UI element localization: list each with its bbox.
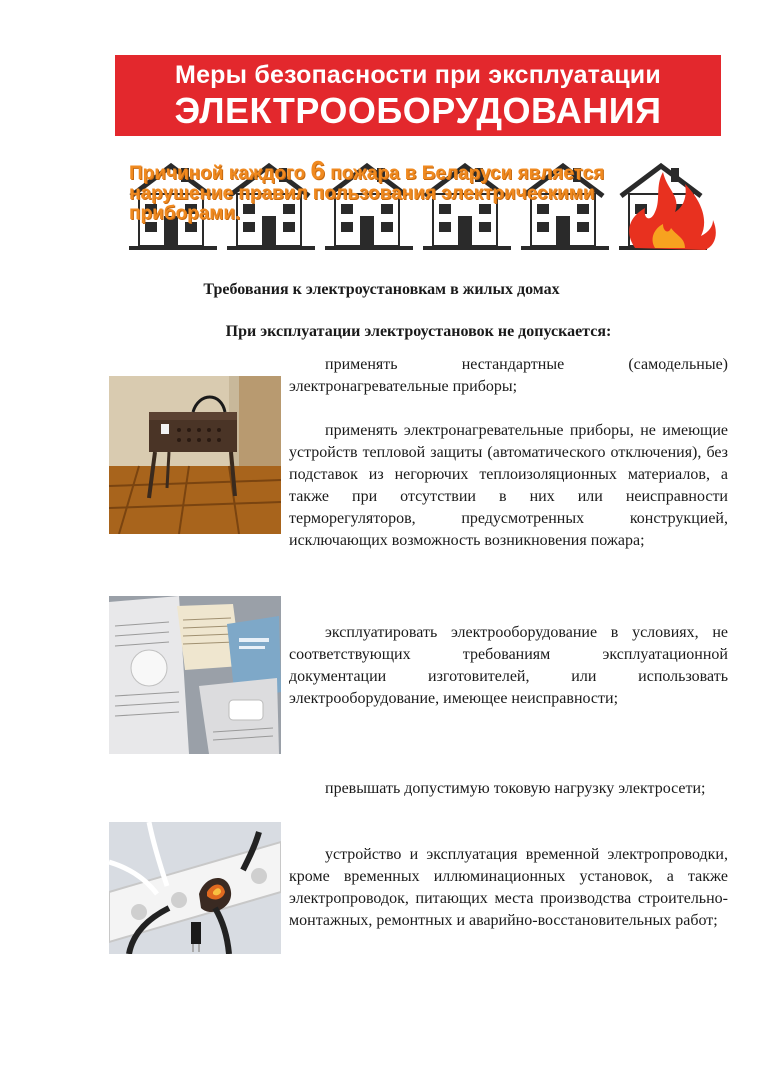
requirement-item [289,622,728,710]
manuals-photo [109,596,281,754]
section-subtitle: При эксплуатации электроустановок не допускается: [225,323,612,340]
statistic-text [129,155,689,224]
banner-line-2: ЭЛЕКТРООБОРУДОВАНИЯ [174,90,662,131]
requirement-item [289,354,728,398]
statistic-number: 6 [310,155,325,185]
requirement-text: эксплуатировать электрооборудование в условиях, не соответствующих требованиям эксплуатационной документации изготовителей, или использовать электрооборудование, имеющее неисправности; [289,624,728,707]
title-banner [115,55,721,136]
requirement-text: превышать допустимую токовую нагрузку электросети; [325,780,706,797]
requirement-text: устройство и эксплуатация временной электропроводки, кроме временных иллюминационных установок, а также электропроводок, питающих места производства строительно-монтажных, ремонтных и аварийно-восстановительных работ; [289,846,728,929]
burnt-power-strip-photo [109,822,281,954]
requirement-item [289,778,728,800]
requirement-text: применять электронагревательные приборы, не имеющие устройств тепловой защиты (автоматического отключения), без подставок из негорючих теплоизоляционных материалов, а также при отсутствии в них или неисправности терморегуляторов, предусмотренных конструкцией, исключающих возможность возникновения пожара; [289,422,728,549]
fire-statistic-graphic [115,150,721,270]
banner-line-1: Меры безопасности при эксплуатации [175,61,661,89]
statistic-text-before: Причиной каждого [129,163,311,184]
homemade-heater-photo [109,376,281,534]
requirement-item [289,844,728,932]
statistic-text-after: пожара в Беларуси является нарушение правил пользования электрическими приборами. [129,163,605,224]
requirement-text: применять нестандартные (самодельные) электронагревательные приборы; [289,356,728,395]
section-title: Требования к электроустановкам в жилых домах [203,281,560,298]
requirement-item [289,420,728,552]
